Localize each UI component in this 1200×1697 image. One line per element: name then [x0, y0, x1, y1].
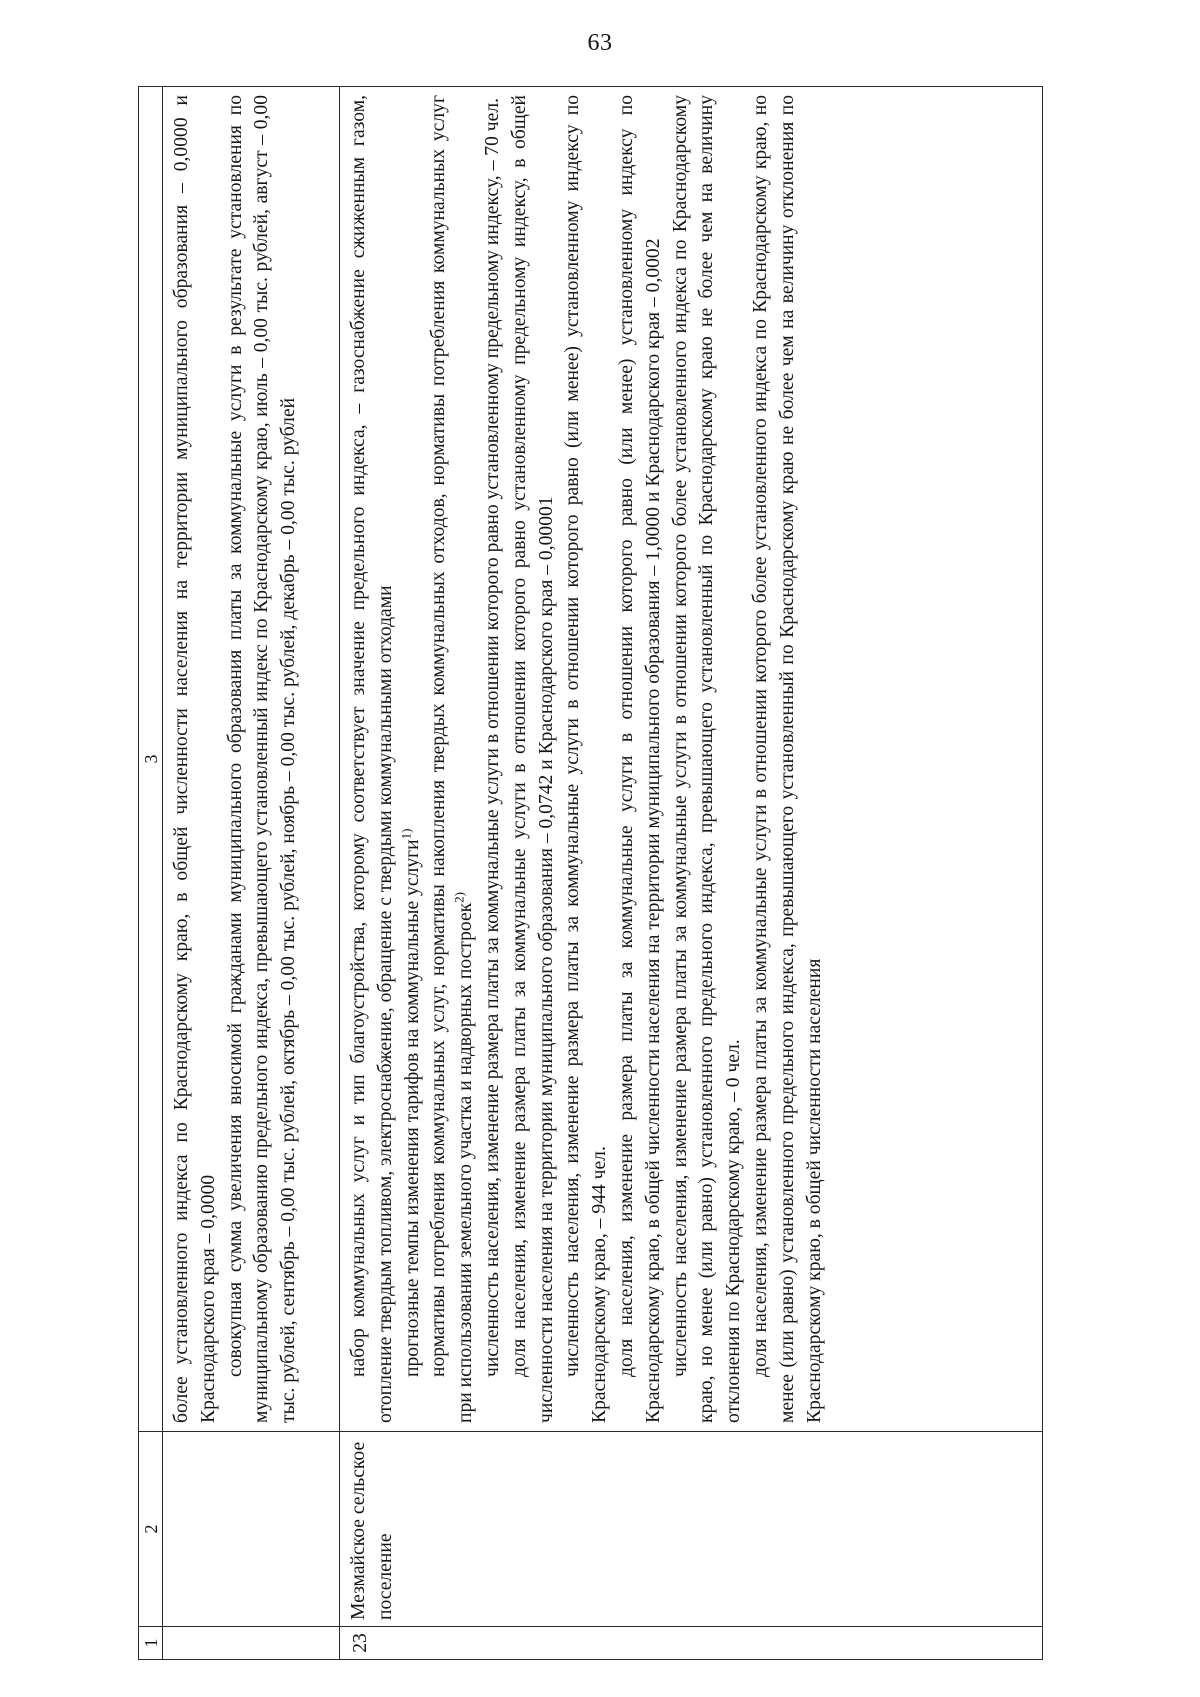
details-text: нормативы потребления коммунальных услуг, нормативы накопления твердых коммунальных отходов, нормативы потребления коммунальных услуг при использовании земельного участка и надворных построек — [428, 95, 477, 1423]
details-cell — [340, 87, 1043, 1432]
header-col-1: 1 — [139, 1627, 163, 1660]
indices-table — [138, 86, 1043, 1660]
footnote-mark: 2) — [451, 891, 467, 903]
details-paragraph: доля населения, изменение размера платы за коммунальные услуги в отношении которого равно установленному предельному индексу, в общей численности населения на территории муниципального образования – 0,0742 и Краснодарского края – 0,00001 — [508, 95, 557, 1423]
row-number-cell — [163, 1627, 340, 1660]
details-paragraph: численность населения, изменение размера платы за коммунальные услуги в отношении которого равно (или менее) установленному индексу по Краснодарскому краю, – 944 чел. — [562, 95, 611, 1423]
table-row-23 — [340, 87, 1043, 1660]
rotated-table-wrapper — [138, 90, 1043, 1660]
table-row-continued — [163, 87, 340, 1660]
details-paragraph — [426, 95, 480, 1423]
details-paragraph: численность населения, изменение размера платы за коммунальные услуги в отношении которого более установленного индекса по Краснодарскому краю, но менее (или равно) установленного предельного индекса, превышающего установленный по Краснодарскому краю не более чем на величину отклонения по Краснодарскому краю, – 0 чел. — [669, 95, 745, 1423]
header-col-3: 3 — [139, 87, 163, 1432]
municipality-name: Мезмайское сельское поселение — [348, 1441, 396, 1620]
page-number: 63 — [587, 30, 613, 56]
details-paragraph: набор коммунальных услуг и тип благоустройства, которому соответствует значение предельного индекса, – газоснабжение сжиженным газом, отопление твердым топливом, электроснабжение, обращение с твердыми коммунальными отходами — [348, 95, 396, 1423]
details-cell — [163, 87, 340, 1432]
details-paragraph: численность населения, изменение размера платы за коммунальные услуги в отношении которого равно установленному предельному индексу, – 70 чел. — [481, 97, 503, 1377]
details-paragraph: совокупная сумма увеличения вносимой гражданами муниципального образования платы за коммунальные услуги в результате установления по муниципальному образованию предельного индекса, превышающего установленный индекс по Краснодарскому краю, июль – 0,00 тыс. рублей, август – 0,00 тыс. рублей, сентябрь – 0,00 тыс. рублей, октябрь – 0,00 тыс. рублей, ноябрь – 0,00 тыс. рублей, декабрь – 0,00 тыс. рублей — [224, 95, 300, 1423]
municipality-cell — [163, 1432, 340, 1627]
details-paragraph: доля населения, изменение размера платы за коммунальные услуги в отношении которого равно (или менее) установленному индексу по Краснодарскому краю, в общей численности населения на территории муниципального образования – 1,0000 и Краснодарского края – 0,0002 — [615, 95, 664, 1423]
details-paragraph — [400, 95, 427, 1423]
header-col-2: 2 — [139, 1432, 163, 1627]
footnote-mark: 1) — [398, 828, 414, 840]
details-text: прогнозные темпы изменения тарифов на коммунальные услуги — [401, 839, 423, 1377]
row-number: 23 — [350, 1633, 371, 1653]
row-number-cell — [340, 1627, 1043, 1660]
municipality-cell — [340, 1432, 1043, 1627]
table-header-row — [139, 87, 163, 1660]
details-paragraph: доля населения, изменение размера платы за коммунальные услуги в отношении которого более установленного индекса по Краснодарскому краю, но менее (или равно) установленного предельного индекса, превышающего установленный по Краснодарскому краю не более чем на величину отклонения по Краснодарскому краю, в общей численности населения — [749, 95, 825, 1423]
details-paragraph: более установленного индекса по Краснодарскому краю, в общей численности населения на территории муниципального образования – 0,0000 и Краснодарского края – 0,0000 — [171, 95, 219, 1423]
